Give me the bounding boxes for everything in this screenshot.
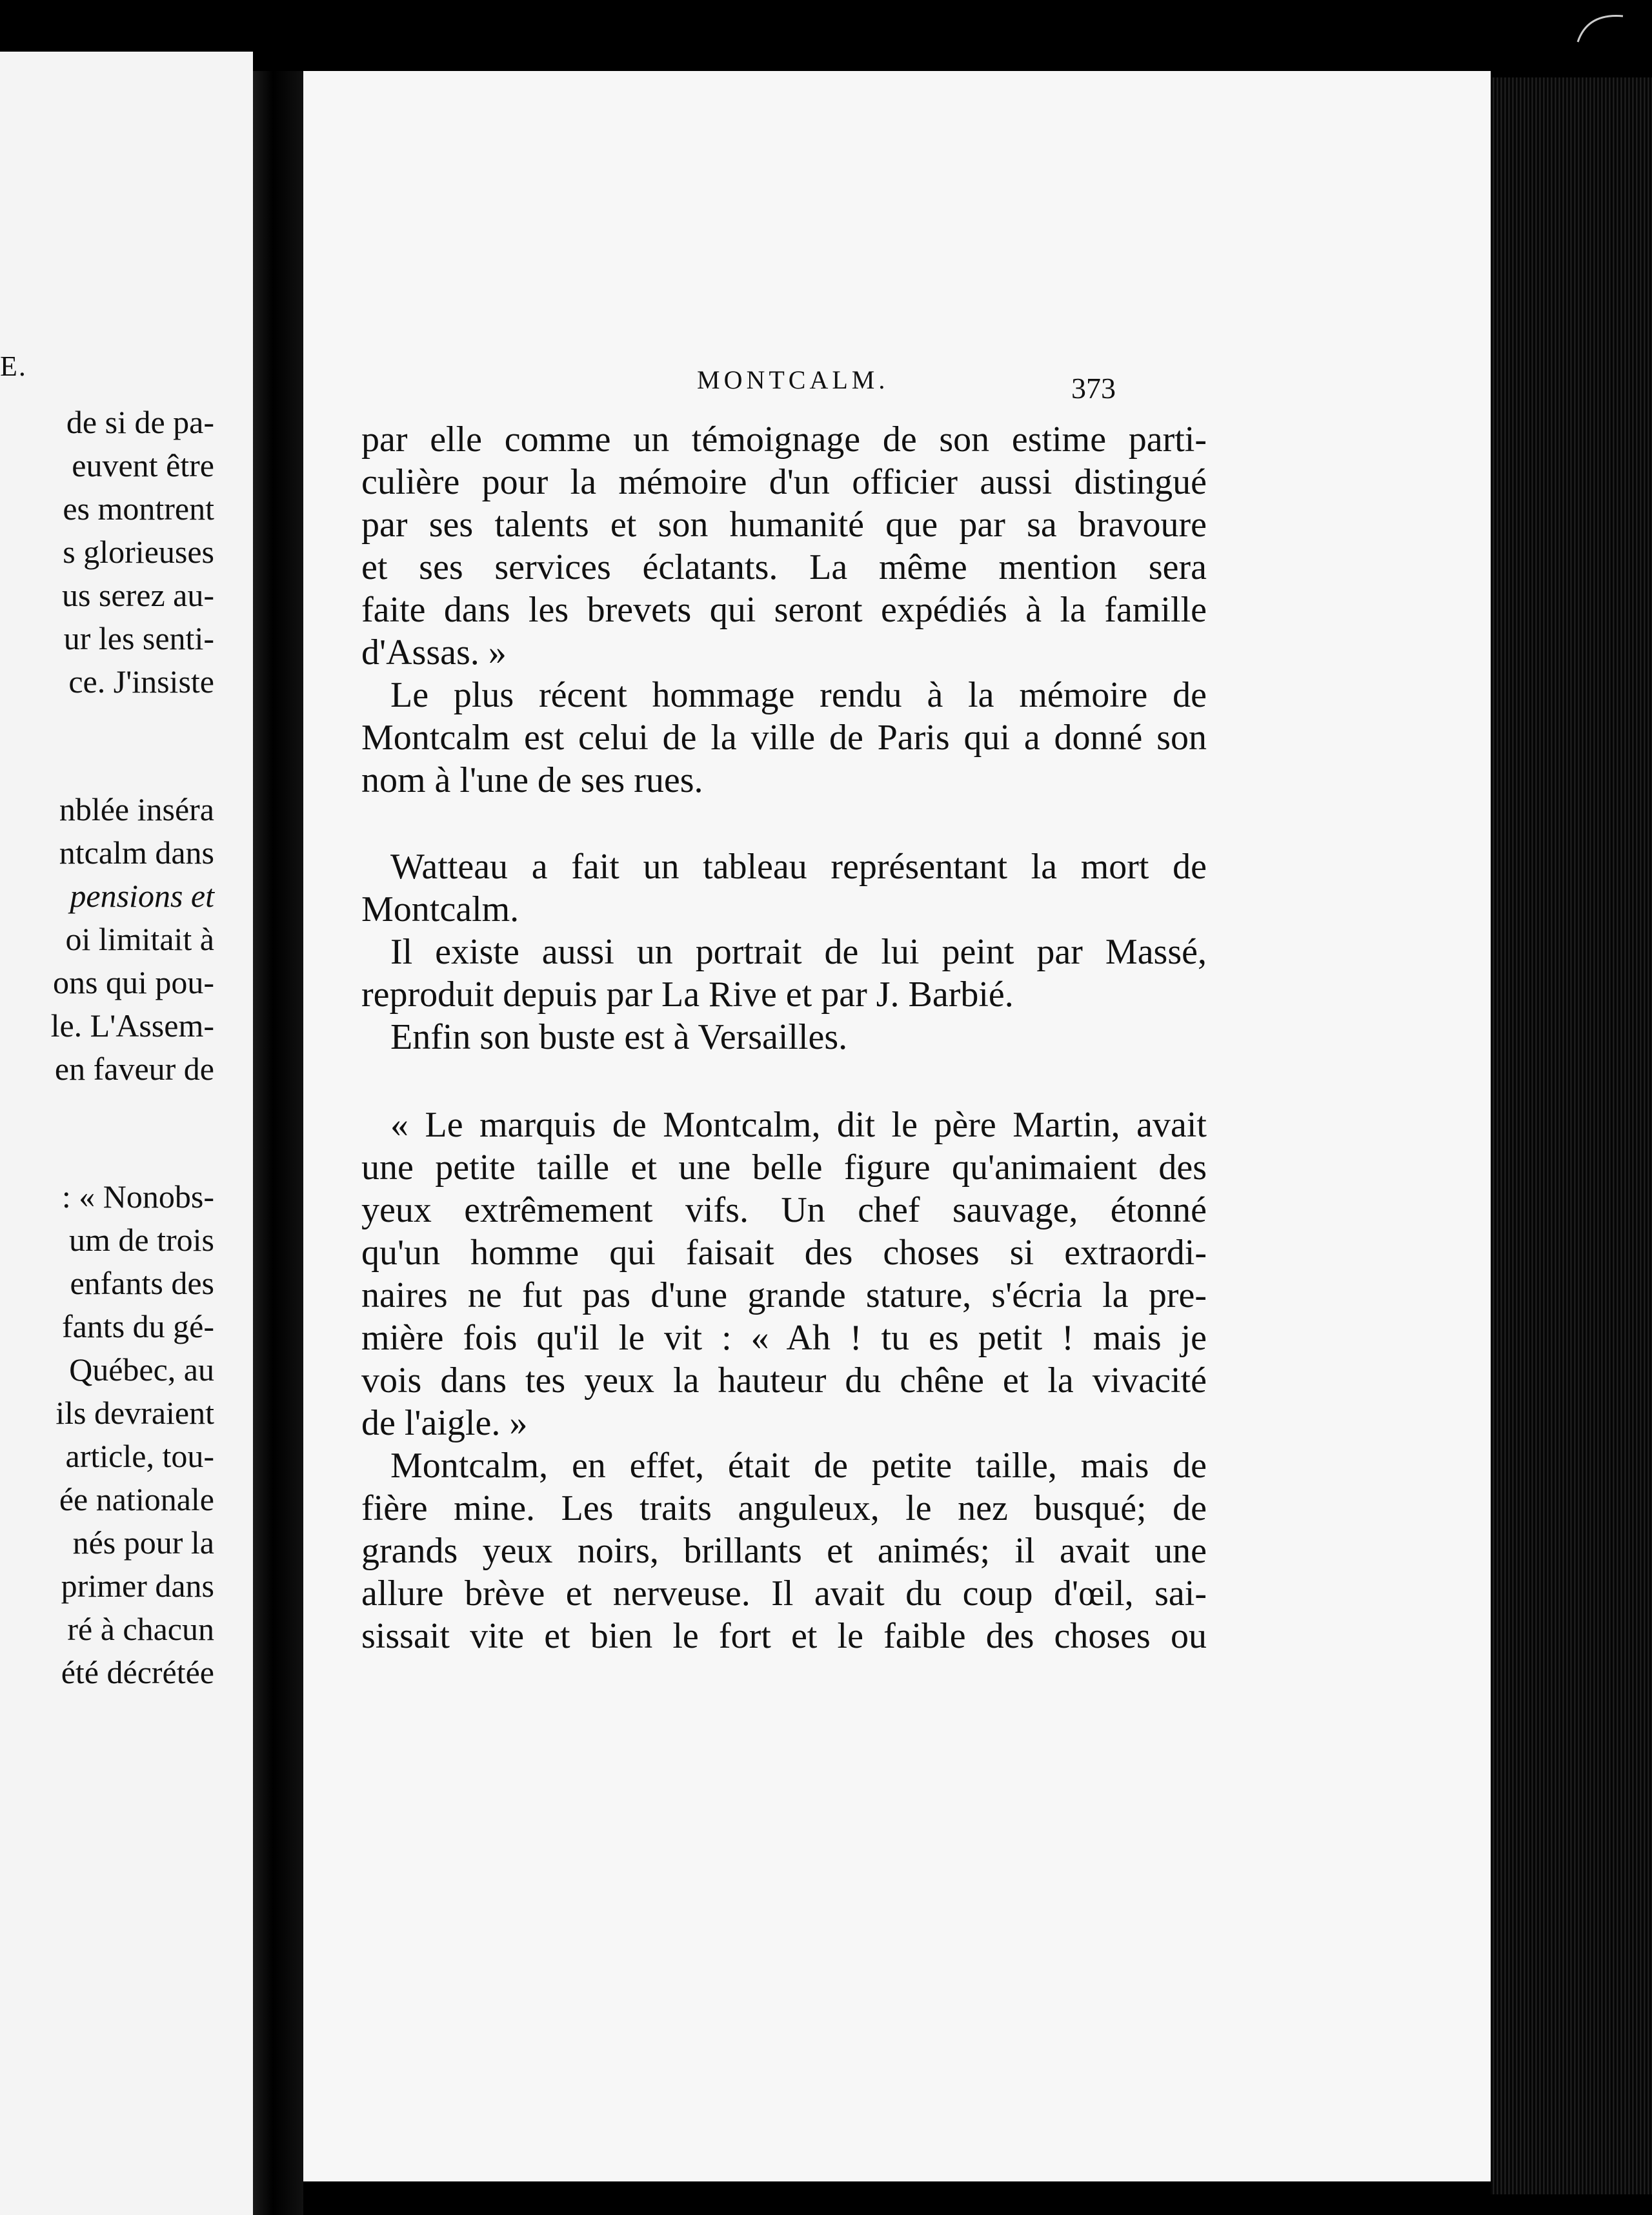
left-fragment-line: s glorieuses <box>63 534 214 570</box>
running-header-title: MONTCALM. <box>697 365 889 394</box>
left-fragment-line: article, tou- <box>65 1438 214 1474</box>
text-line: fière mine. Les traits anguleux, le nez busqué; de <box>361 1488 1207 1528</box>
text-line: d'Assas. » <box>361 632 507 673</box>
text-line: « Le marquis de Montcalm, dit le père Martin, avait <box>390 1105 1207 1145</box>
corner-pen-mark <box>1575 6 1626 45</box>
text-line: culière pour la mémoire d'un officier aussi distingué <box>361 462 1207 502</box>
left-running-head: E. <box>0 350 27 382</box>
left-fragment-line: nblée inséra <box>59 791 214 827</box>
text-line: Il existe aussi un portrait de lui peint par Massé, <box>390 932 1207 972</box>
book-gutter <box>253 71 303 2215</box>
left-fragment-line: um de trois <box>69 1222 214 1258</box>
left-fragment-line: ce. J'insiste <box>68 663 214 700</box>
text-line: Watteau a fait un tableau représentant la mort de <box>390 847 1207 887</box>
text-line: Montcalm est celui de la ville de Paris qui a donné son <box>361 718 1207 758</box>
page-edges <box>1491 77 1652 2194</box>
left-fragment-line: ntcalm dans <box>59 834 214 871</box>
left-fragment-line: ée nationale <box>59 1481 214 1517</box>
text-line: yeux extrêmement vifs. Un chef sauvage, étonné <box>361 1190 1207 1230</box>
left-fragment-line: de si de pa- <box>66 404 214 440</box>
left-fragment-line: pensions et <box>70 878 214 914</box>
text-line: Montcalm. <box>361 889 519 929</box>
left-fragment-line: enfants des <box>70 1265 214 1301</box>
left-fragment-line: fants du gé- <box>61 1308 214 1344</box>
text-line: mière fois qu'il le vit : « Ah ! tu es petit ! mais je <box>361 1318 1207 1358</box>
left-fragment-line: été décrétée <box>61 1654 214 1690</box>
left-fragment-line: ré à chacun <box>67 1611 214 1647</box>
text-line: sissait vite et bien le fort et le faible des choses ou <box>361 1616 1207 1656</box>
left-fragment-line: nés pour la <box>72 1524 214 1561</box>
left-fragment-line: en faveur de <box>54 1051 214 1087</box>
left-fragment-line: Québec, au <box>69 1351 214 1388</box>
text-line: qu'un homme qui faisait des choses si extraordi- <box>361 1233 1207 1273</box>
text-line: de l'aigle. » <box>361 1403 528 1443</box>
text-line: Montcalm, en effet, était de petite taille, mais de <box>390 1446 1207 1486</box>
left-fragment-line: : « Nonobs- <box>61 1178 214 1215</box>
text-line: faite dans les brevets qui seront expédiés à la famille <box>361 590 1207 630</box>
left-fragment-line: primer dans <box>61 1568 214 1604</box>
text-line: par ses talents et son humanité que par sa bravoure <box>361 505 1207 545</box>
text-line: Le plus récent hommage rendu à la mémoire de <box>390 675 1207 715</box>
text-line: et ses services éclatants. La même mention sera <box>361 547 1207 587</box>
left-fragment-line: ils devraient <box>55 1395 214 1431</box>
book-page <box>303 71 1491 2181</box>
text-line: une petite taille et une belle figure qu'animaient des <box>361 1148 1207 1188</box>
left-fragment-line: oi limitait à <box>65 921 214 957</box>
left-fragment-line: us serez au- <box>62 577 214 613</box>
text-line: allure brève et nerveuse. Il avait du coup d'œil, sai- <box>361 1573 1207 1613</box>
text-line: reproduit depuis par La Rive et par J. Barbié. <box>361 975 1014 1015</box>
page-number: 373 <box>1071 372 1116 405</box>
text-line: vois dans tes yeux la hauteur du chêne et la vivacité <box>361 1360 1207 1401</box>
text-line: naires ne fut pas d'une grande stature, s'écria la pre- <box>361 1275 1207 1315</box>
left-fragment-line: es montrent <box>63 491 214 527</box>
left-fragment-line: euvent être <box>72 447 214 483</box>
left-page-fragment <box>0 52 253 2215</box>
left-fragment-line: ons qui pou- <box>53 964 214 1000</box>
text-line: grands yeux noirs, brillants et animés; il avait une <box>361 1531 1207 1571</box>
text-line: nom à l'une de ses rues. <box>361 760 703 800</box>
text-line: Enfin son buste est à Versailles. <box>390 1017 848 1057</box>
text-line: par elle comme un témoignage de son estime parti- <box>361 420 1207 460</box>
left-fragment-line: le. L'Assem- <box>50 1007 214 1044</box>
left-fragment-line: ur les senti- <box>63 620 214 656</box>
